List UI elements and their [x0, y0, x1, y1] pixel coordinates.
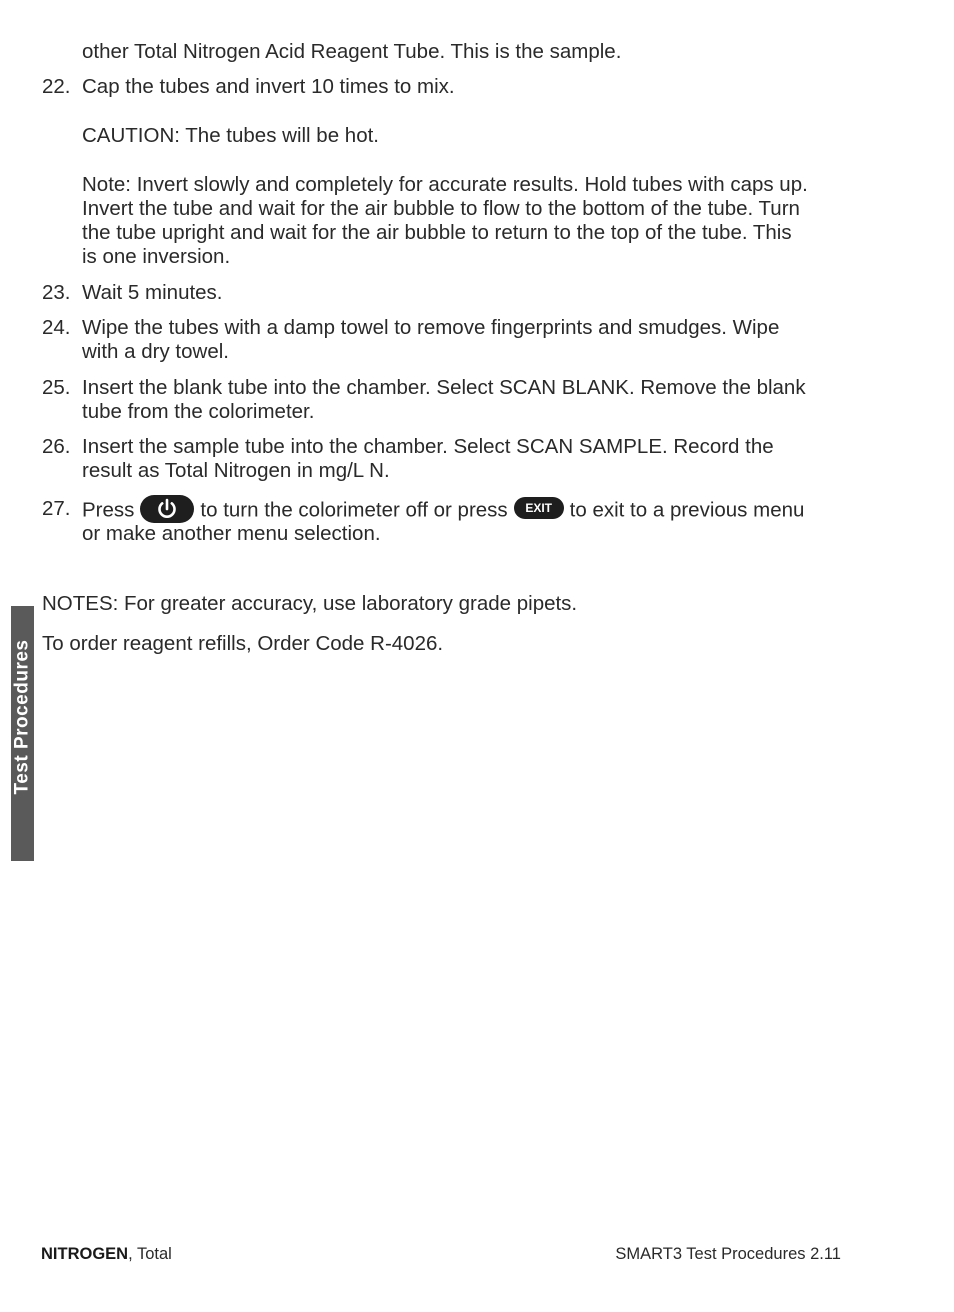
- step-27-press-text: Press: [82, 498, 135, 522]
- step-27-line-1: [82, 497, 804, 525]
- step-25-text-line: Insert the blank tube into the chamber. Select SCAN BLANK. Remove the blank: [82, 376, 806, 399]
- step-22-text: Cap the tubes and invert 10 times to mix.: [82, 75, 455, 98]
- step-27-end-text: to exit to a previous menu: [569, 498, 805, 522]
- step-27-mid-text: to turn the colorimeter off or press: [200, 498, 508, 522]
- step-26-text-line: Insert the sample tube into the chamber. Select SCAN SAMPLE. Record the: [82, 435, 774, 458]
- footer-title: [41, 1244, 172, 1264]
- footer-title-bold: NITROGEN: [41, 1245, 129, 1263]
- step-22-caution: CAUTION: The tubes will be hot.: [82, 124, 379, 147]
- side-tab-label-wrap: [11, 606, 34, 828]
- step-26-number: 26.: [42, 435, 71, 458]
- step-22-note-line: Invert the tube and wait for the air bubble to flow to the bottom of the tube. Turn: [82, 197, 800, 220]
- order-text: To order reagent refills, Order Code R-4026.: [42, 632, 444, 655]
- step-23-number: 23.: [42, 281, 71, 304]
- step-24-text-line: Wipe the tubes with a damp towel to remove fingerprints and smudges. Wipe: [82, 316, 780, 339]
- step-26-text-line: result as Total Nitrogen in mg/L N.: [82, 459, 390, 482]
- continuation-text: other Total Nitrogen Acid Reagent Tube. This is the sample.: [82, 40, 622, 63]
- exit-button-icon: EXIT: [514, 497, 564, 519]
- footer-page-ref: SMART3 Test Procedures 2.11: [615, 1245, 841, 1263]
- step-23-text: Wait 5 minutes.: [82, 281, 223, 304]
- notes-text: NOTES: For greater accuracy, use laboratory grade pipets.: [42, 592, 578, 615]
- step-22-number: 22.: [42, 75, 71, 98]
- step-22-note-line: is one inversion.: [82, 245, 231, 268]
- step-27-line-2: or make another menu selection.: [82, 522, 381, 545]
- footer-title-rest: , Total: [128, 1245, 172, 1263]
- step-25-number: 25.: [42, 376, 71, 399]
- power-icon: [140, 495, 194, 523]
- side-tab-label: Test Procedures: [11, 639, 33, 795]
- step-22-note-line: the tube upright and wait for the air bubble to return to the top of the tube. This: [82, 221, 792, 244]
- step-24-number: 24.: [42, 316, 71, 339]
- step-22-note-line: Note: Invert slowly and completely for accurate results. Hold tubes with caps up.: [82, 173, 808, 196]
- step-27-number: 27.: [42, 497, 71, 520]
- step-25-text-line: tube from the colorimeter.: [82, 400, 315, 423]
- step-24-text-line: with a dry towel.: [82, 340, 229, 363]
